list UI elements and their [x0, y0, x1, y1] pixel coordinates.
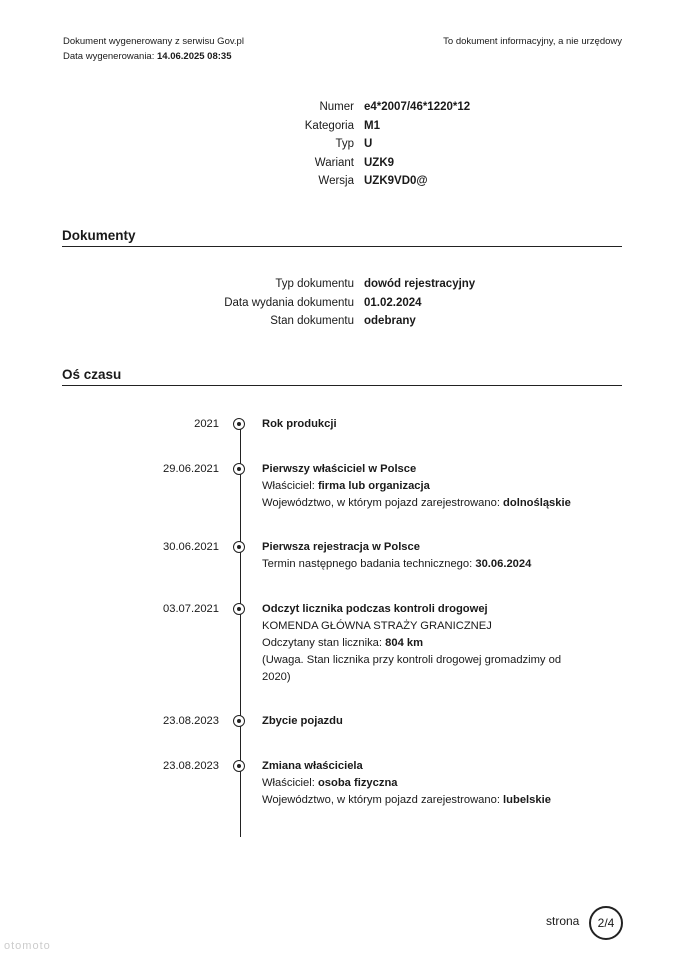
- document-row: [0, 315, 682, 334]
- vehicle-label: Typ: [335, 138, 354, 151]
- page-number: 2/4: [589, 906, 623, 940]
- event-line-value: firma lub organizacja: [317, 480, 430, 492]
- event-line-value: 30.06.2024: [475, 558, 532, 570]
- vehicle-label: Numer: [319, 101, 354, 113]
- event-line: [262, 495, 592, 512]
- event-title: Pierwszy właściciel w Polsce: [262, 463, 417, 475]
- event-note: (Uwaga. Stan licznika przy kontroli drogowej gromadzimy od 2020): [262, 654, 562, 683]
- event-line: [262, 792, 592, 809]
- event-body: [262, 758, 592, 809]
- event-date: 29.06.2021: [163, 463, 219, 475]
- vehicle-value: UZK9VD0@: [364, 175, 428, 188]
- event-title: Zbycie pojazdu: [262, 715, 343, 727]
- watermark: otomoto: [4, 940, 51, 952]
- event-line-value: dolnośląskie: [503, 497, 571, 509]
- document-row: [0, 297, 682, 316]
- timeline-dot-icon: [233, 760, 245, 772]
- event-line-label: Termin następnego badania technicznego:: [262, 558, 476, 570]
- document-label: Data wydania dokumentu: [224, 296, 354, 309]
- event-line-label: Właściciel:: [262, 777, 318, 789]
- event-title: Odczyt licznika podczas kontroli drogowej: [262, 603, 488, 615]
- event-title: Zmiana właściciela: [262, 760, 363, 772]
- event-date: 23.08.2023: [163, 715, 219, 727]
- vehicle-label: Wariant: [314, 156, 354, 169]
- event-title: Rok produkcji: [262, 418, 337, 430]
- timeline-dot-icon: [233, 603, 245, 615]
- document-label: Stan dokumentu: [270, 315, 354, 328]
- event-title: Pierwsza rejestracja w Polsce: [262, 541, 420, 553]
- vehicle-row: [0, 175, 682, 194]
- event-line-label: Odczytany stan licznika:: [262, 637, 386, 649]
- generated-date-value: 14.06.2025 08:35: [157, 51, 232, 62]
- vehicle-value: U: [364, 138, 373, 151]
- vehicle-row: [0, 138, 682, 157]
- document-value: dowód rejestracyjny: [364, 278, 476, 290]
- event-line: [262, 478, 592, 495]
- vehicle-value: M1: [364, 119, 380, 132]
- event-line-label: Właściciel:: [262, 480, 318, 492]
- vehicle-value: e4*2007/46*1220*12: [364, 101, 471, 113]
- event-line: KOMENDA GŁÓWNA STRAŻY GRANICZNEJ: [262, 620, 492, 632]
- vehicle-row: [0, 101, 682, 120]
- timeline-dot-icon: [233, 463, 245, 475]
- event-date: 03.07.2021: [163, 603, 219, 615]
- event-line: [262, 635, 592, 652]
- event-line-value: osoba fizyczna: [317, 777, 398, 789]
- event-line-label: Województwo, w którym pojazd zarejestrowano:: [262, 497, 504, 509]
- event-body: [262, 461, 592, 512]
- event-date: 30.06.2021: [163, 541, 219, 553]
- vehicle-label: Kategoria: [304, 119, 354, 132]
- timeline-dot-icon: [233, 541, 245, 553]
- document-value: 01.02.2024: [364, 296, 422, 309]
- disclaimer: To dokument informacyjny, a nie urzędowy: [443, 36, 622, 47]
- vehicle-value: UZK9: [364, 156, 395, 169]
- documents-heading: Dokumenty: [62, 228, 622, 247]
- generated-from: Dokument wygenerowany z serwisu Gov.pl: [63, 36, 244, 47]
- document-label: Typ dokumentu: [275, 278, 354, 290]
- event-line: [262, 775, 592, 792]
- vehicle-info: [0, 101, 682, 194]
- page-label: strona: [546, 914, 580, 928]
- event-line: [262, 556, 592, 573]
- timeline-dot-icon: [233, 715, 245, 727]
- event-date: 2021: [194, 418, 219, 430]
- event-body: [262, 601, 592, 686]
- event-body: [262, 416, 592, 433]
- vehicle-label: Wersja: [318, 175, 354, 188]
- generated-date-label: Data wygenerowania:: [63, 51, 155, 62]
- event-body: [262, 539, 592, 573]
- timeline-heading: Oś czasu: [62, 367, 622, 386]
- timeline-line: [240, 423, 242, 837]
- generated-date: [63, 49, 244, 64]
- documents-info: [0, 278, 682, 334]
- event-line-value: lubelskie: [503, 794, 551, 806]
- header-left: [63, 34, 244, 64]
- document-value: odebrany: [364, 315, 416, 328]
- event-date: 23.08.2023: [163, 760, 219, 772]
- document-row: [0, 278, 682, 297]
- timeline-dot-icon: [233, 418, 245, 430]
- vehicle-row: [0, 157, 682, 176]
- event-body: [262, 713, 592, 730]
- vehicle-row: [0, 120, 682, 139]
- event-line-label: Województwo, w którym pojazd zarejestrowano:: [262, 794, 504, 806]
- event-line-value: 804 km: [385, 637, 424, 649]
